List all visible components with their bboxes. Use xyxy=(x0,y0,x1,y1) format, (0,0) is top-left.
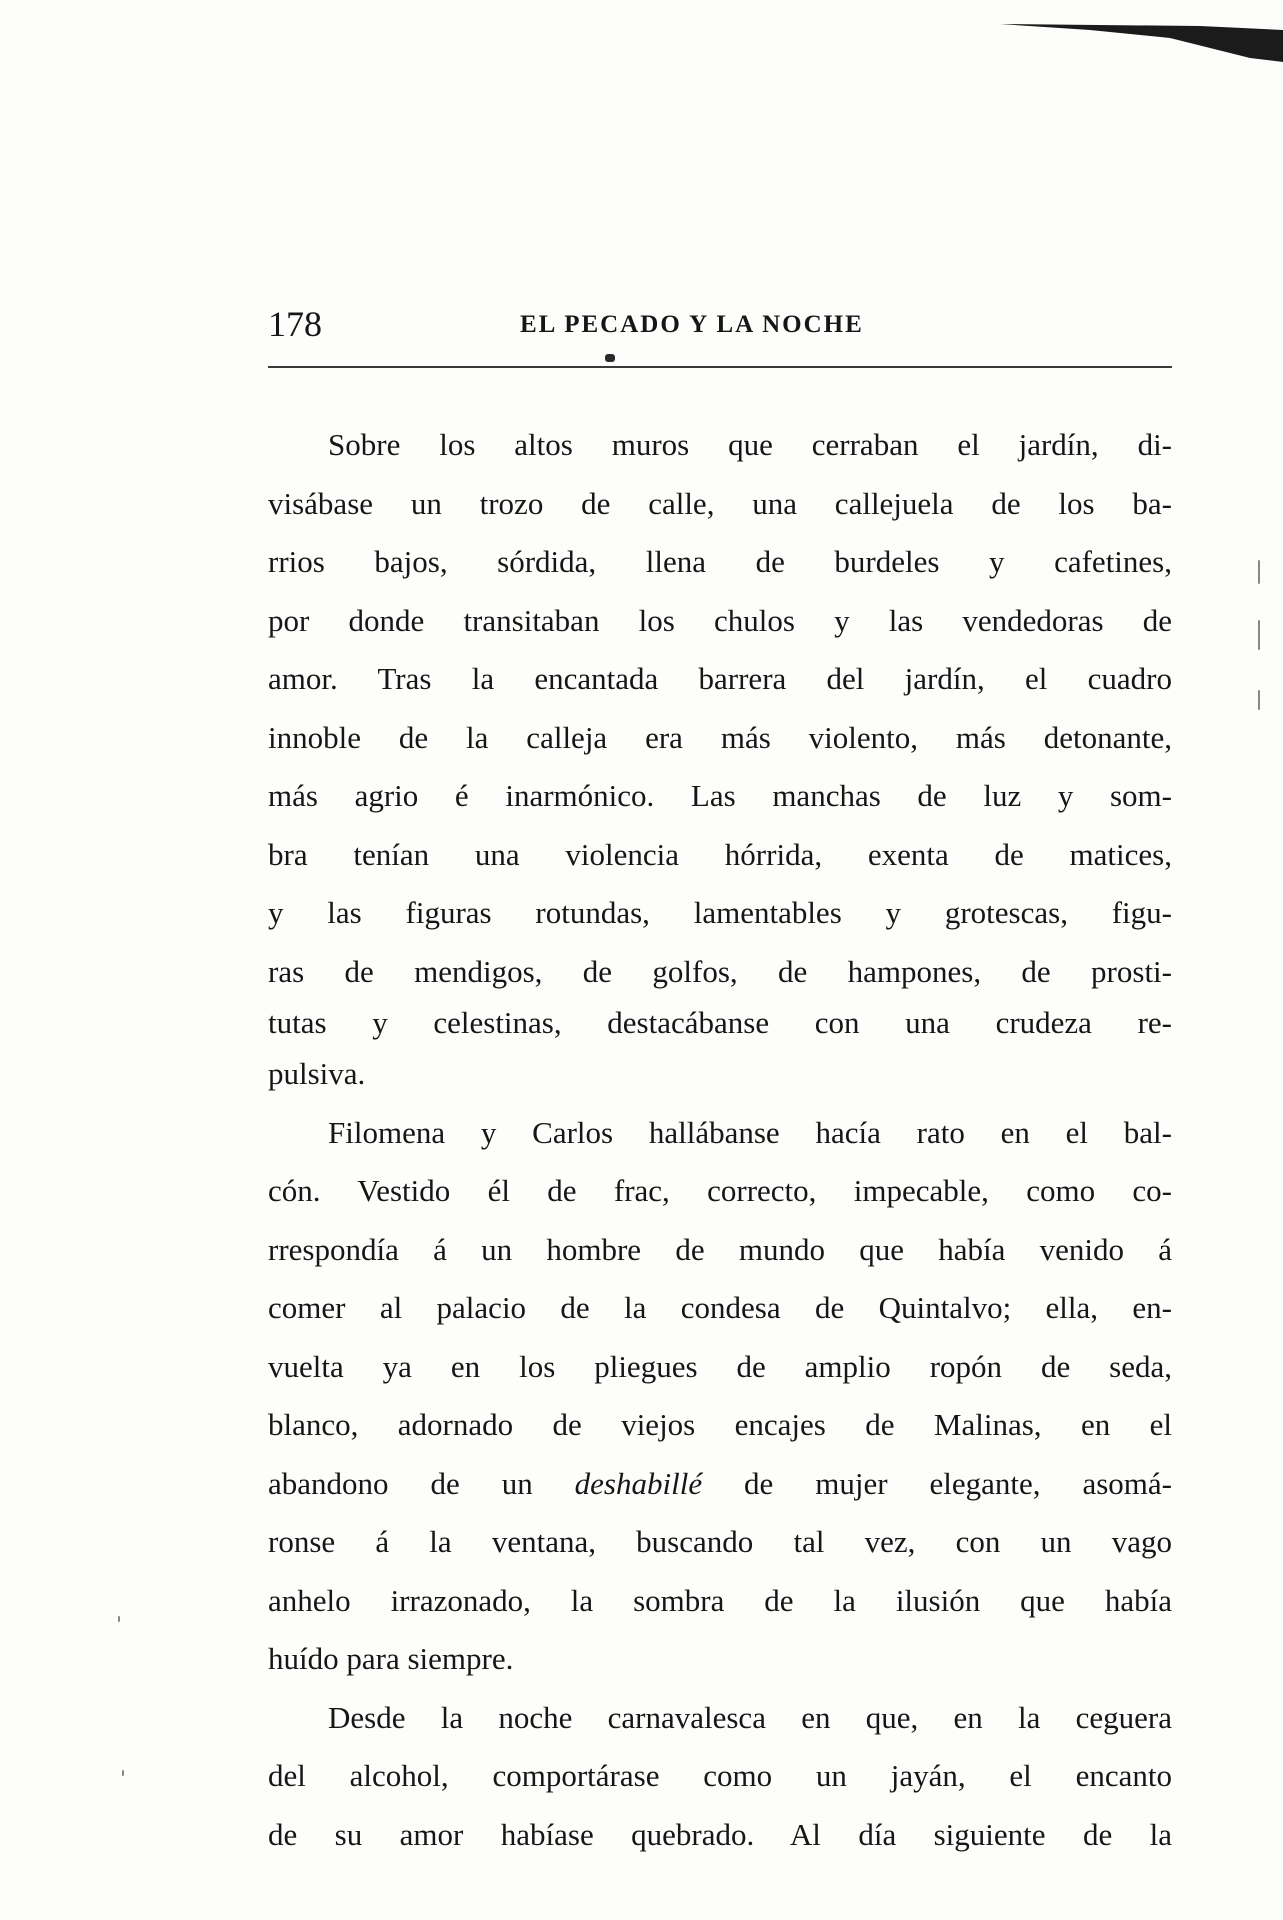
scan-edge-mark xyxy=(1000,24,1283,64)
scan-speck xyxy=(1258,560,1260,584)
text-line: amor. Tras la encantada barrera del jardín, el cuadro xyxy=(268,661,1172,696)
text-line: cón. Vestido él de frac, correcto, impecable, como co- xyxy=(268,1173,1172,1208)
text-line: del alcohol, comportárase como un jayán, el encanto xyxy=(268,1758,1172,1793)
paragraph xyxy=(268,1104,1172,1689)
text-line: pulsiva. xyxy=(268,1056,366,1091)
text-line: vuelta ya en los pliegues de amplio ropón de seda, xyxy=(268,1348,1172,1384)
text-line: visábase un trozo de calle, una callejuela de los ba- xyxy=(268,485,1172,521)
text-line: rrios bajos, sórdida, llena de burdeles y cafetines, xyxy=(268,544,1172,579)
text-line: ronse á la ventana, buscando tal vez, con un vago xyxy=(268,1524,1172,1559)
scan-speck xyxy=(1258,690,1260,710)
italic-word: deshabillé xyxy=(574,1465,703,1501)
text-fragment: de mujer elegante, asomá- xyxy=(702,1465,1172,1501)
scan-speck xyxy=(1258,620,1260,650)
text-line: rrespondía á un hombre de mundo que había venido á xyxy=(268,1231,1172,1267)
text-line: tutas y celestinas, destacábanse con una crudeza re- xyxy=(268,1005,1172,1040)
running-header xyxy=(268,300,1172,354)
text-line: huído para siempre. xyxy=(268,1641,514,1676)
text-line: más agrio é inarmónico. Las manchas de luz y som- xyxy=(268,778,1172,813)
body-text xyxy=(268,416,1172,1864)
text-line: Filomena y Carlos hallábanse hacía rato en el bal- xyxy=(328,1114,1172,1150)
text-line: blanco, adornado de viejos encajes de Malinas, en el xyxy=(268,1407,1172,1442)
text-line: de su amor habíase quebrado. Al día siguiente de la xyxy=(268,1816,1172,1852)
paragraph xyxy=(268,1689,1172,1865)
text-line: anhelo irrazonado, la sombra de la ilusión que había xyxy=(268,1582,1172,1618)
running-title: EL PECADO Y LA NOCHE xyxy=(520,311,864,338)
text-line: y las figuras rotundas, lamentables y grotescas, figu- xyxy=(268,895,1172,930)
text-line: ras de mendigos, de golfos, de hampones, de prosti- xyxy=(268,953,1172,989)
text-line: bra tenían una violencia hórrida, exenta de matices, xyxy=(268,836,1172,872)
header-rule xyxy=(268,366,1172,368)
scan-speck xyxy=(122,1770,124,1776)
page-number: 178 xyxy=(268,304,322,344)
text-line: por donde transitaban los chulos y las vendedoras de xyxy=(268,602,1172,638)
header-ornament xyxy=(605,354,615,362)
scan-speck xyxy=(118,1616,120,1622)
text-line: comer al palacio de la condesa de Quintalvo; ella, en- xyxy=(268,1290,1172,1325)
text-line: Sobre los altos muros que cerraban el jardín, di- xyxy=(328,427,1172,462)
text-line: Desde la noche carnavalesca en que, en la ceguera xyxy=(328,1699,1172,1735)
text-fragment: abandono de un xyxy=(268,1465,575,1501)
paragraph xyxy=(268,416,1172,1104)
text-line-italic-phrase xyxy=(268,1455,1172,1514)
text-line: innoble de la calleja era más violento, más detonante, xyxy=(268,719,1172,755)
